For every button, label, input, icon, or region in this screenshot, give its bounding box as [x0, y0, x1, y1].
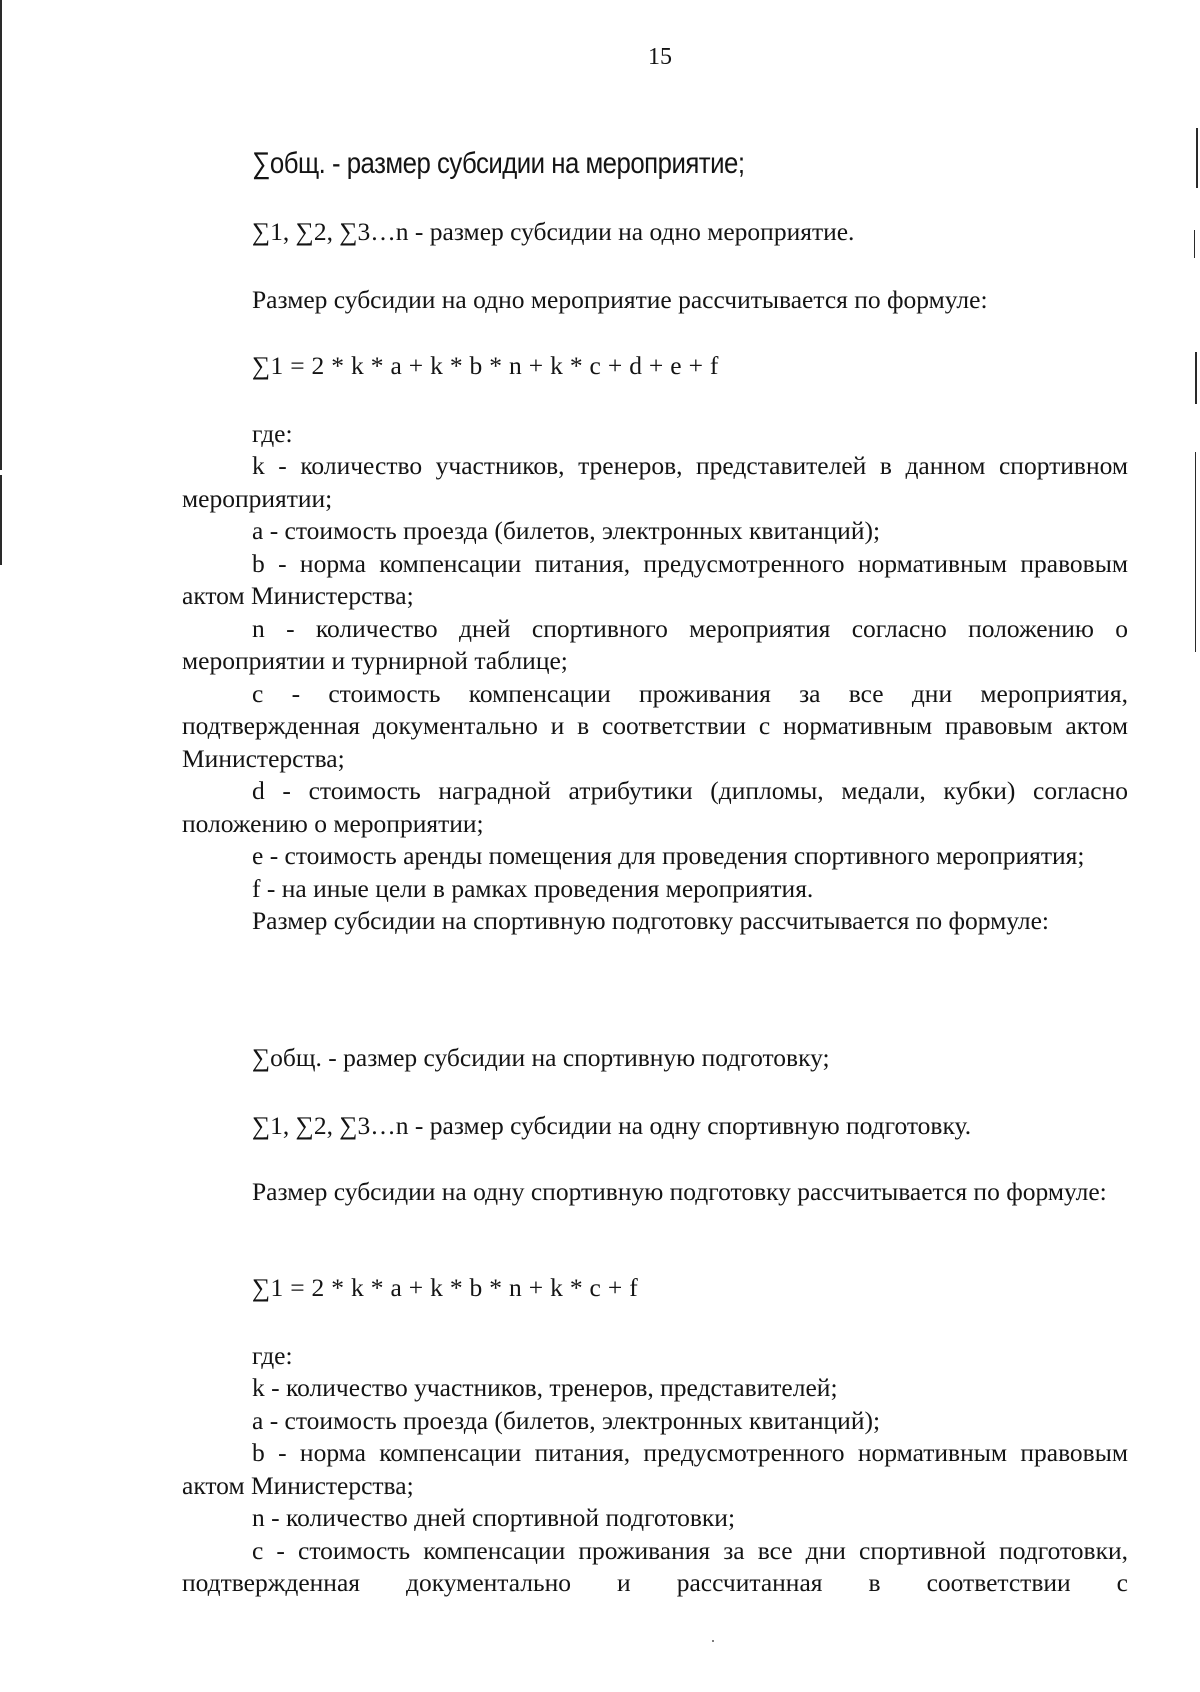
definition-c-event: c - стоимость компенсации проживания за все дни мероприятия, подтвержденная документально и в соответствии с нормативным правовым актом Министерства; — [182, 678, 1128, 773]
definition-e-event: e - стоимость аренды помещения для проведения спортивного мероприятия; — [252, 841, 1085, 870]
page-number: 15 — [648, 44, 672, 70]
intro-training-formula: Размер субсидии на одну спортивную подготовку рассчитывается по формуле: — [252, 1177, 1107, 1206]
definition-a-training: a - стоимость проезда (билетов, электронных квитанций); — [252, 1405, 881, 1435]
intro-training-formula-block — [182, 1176, 1128, 1209]
definition-n-event: n - количество дней спортивного мероприятия согласно положению о мероприятии и турнирной таблице; — [182, 613, 1128, 675]
sum-each-event-line: ∑1, ∑2, ∑3…n - размер субсидии на одно мероприятие. — [252, 217, 855, 246]
where-label-1: где: — [252, 419, 293, 448]
scan-edge-right-4 — [1195, 452, 1196, 652]
sum-each-training-line: ∑1, ∑2, ∑3…n - размер субсидии на одну спортивную подготовку. — [252, 1111, 972, 1140]
definition-b-training: b - норма компенсации питания, предусмотренного нормативным правовым актом Министерства; — [182, 1438, 1128, 1500]
scan-speck — [712, 1640, 714, 1642]
definition-k-training: k - количество участников, тренеров, представителей; — [252, 1373, 838, 1402]
intro-training-size: Размер субсидии на спортивную подготовку рассчитывается по формуле: — [252, 906, 1049, 935]
scan-edge-right-3 — [1195, 352, 1197, 404]
definition-b-event: b - норма компенсации питания, предусмотренного нормативным правовым актом Министерства; — [182, 548, 1128, 610]
definition-a-event: a - стоимость проезда (билетов, электронных квитанций); — [252, 516, 881, 545]
definitions-event-list — [182, 450, 1128, 938]
sum-total-training-line: ∑общ. - размер субсидии на спортивную подготовку; — [252, 1043, 830, 1072]
definition-k-event: k - количество участников, тренеров, представителей в данном спортивном мероприятии; — [182, 451, 1128, 513]
scan-edge-right-2 — [1194, 230, 1195, 258]
definitions-training-list — [182, 1372, 1128, 1600]
intro-event-formula: Размер субсидии на одно мероприятие рассчитывается по формуле: — [252, 285, 988, 314]
formula-training: ∑1 = 2 * k * a + k * b * n + k * c + f — [252, 1273, 638, 1302]
sum-total-event-line: ∑общ. - размер субсидии на мероприятие; — [252, 147, 745, 180]
scan-edge-left-lower — [0, 475, 2, 565]
where-label-2: где: — [252, 1341, 293, 1370]
formula-event: ∑1 = 2 * k * a + k * b * n + k * c + d + e + f — [252, 351, 719, 380]
definition-f-event: f - на иные цели в рамках проведения мероприятия. — [252, 873, 814, 903]
definition-n-training: n - количество дней спортивной подготовки; — [252, 1503, 736, 1532]
definition-d-event: d - стоимость наградной атрибутики (дипломы, медали, кубки) согласно положению о мероприятии; — [182, 776, 1128, 838]
definition-c-training: c - стоимость компенсации проживания за все дни спортивной подготовки, подтвержденная документально и рассчитанная в соответствии с — [182, 1535, 1128, 1597]
scan-edge-right-1 — [1196, 128, 1198, 188]
